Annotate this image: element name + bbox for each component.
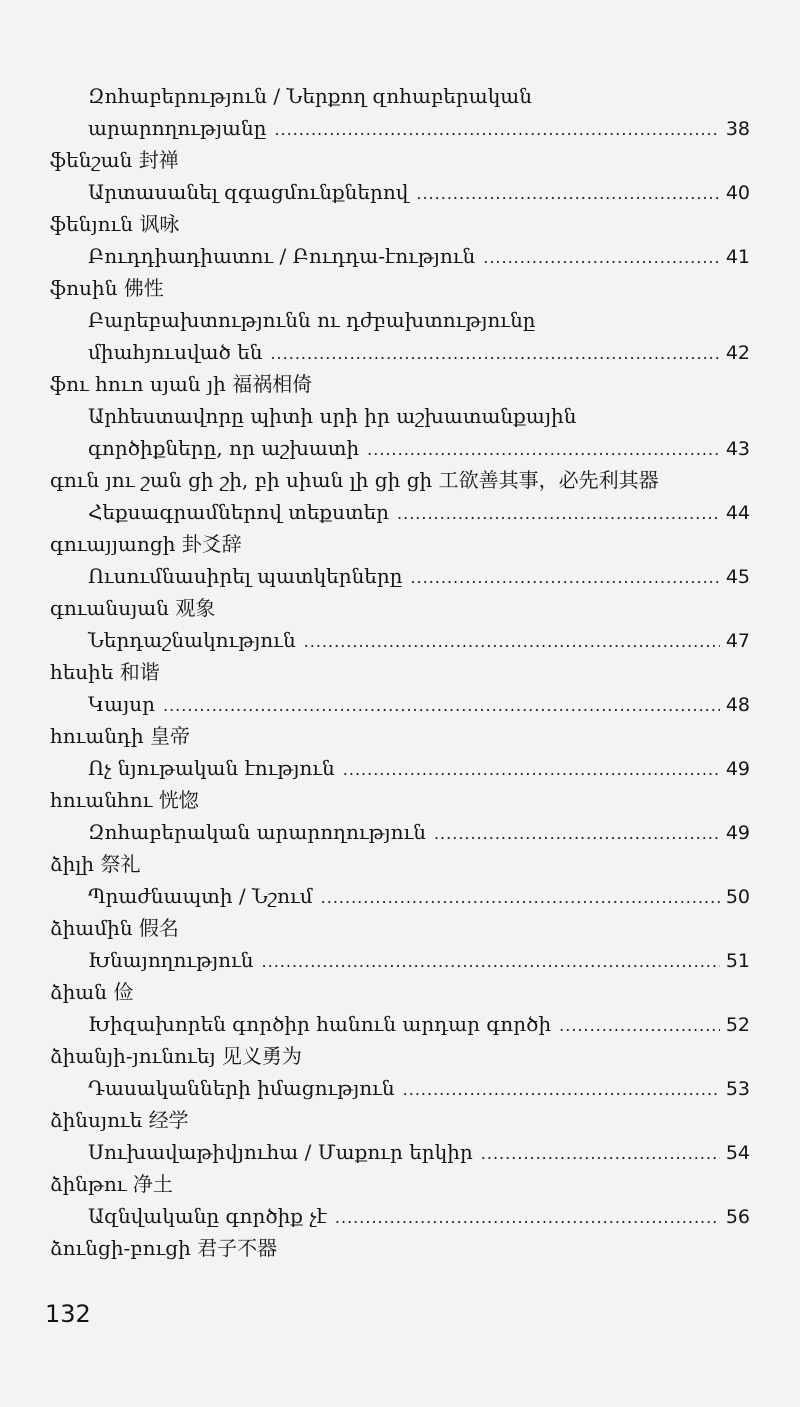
index-page-ref: 42 — [725, 342, 750, 364]
index-entry-text: Խիզախորեն գործիր հանուն արդար գործի — [88, 1012, 552, 1036]
dot-leader — [410, 562, 719, 594]
index-entry-text: Զոհաբերություն / Ներքող զոհաբերական — [88, 84, 532, 108]
index-page-ref: 48 — [725, 694, 750, 716]
index-entry-line — [50, 560, 750, 592]
index-entry-text: Խնայողություն — [88, 948, 254, 972]
index-page-ref: 47 — [725, 630, 750, 652]
index-entry-line — [50, 432, 750, 464]
index-entry-line — [50, 240, 750, 272]
index-entry-text: Բարեբախտությունն ու դժբախտությունը — [88, 308, 536, 332]
index-entry-line — [50, 336, 750, 368]
index-page-ref: 49 — [725, 758, 750, 780]
index-entry-heading: հուանհու 恍惚 — [50, 788, 199, 812]
index-entry-line — [50, 80, 750, 112]
index-entry-heading: գուն յու շան ցի շի, բի սիան լի ցի ցի 工欲善其事，必先利其器 — [50, 468, 659, 492]
index-entry-heading: ձիան 俭 — [50, 980, 134, 1004]
index-entry-text: Բուդդիադիատու / Բուդդա-էություն — [88, 244, 476, 268]
index-entry-text: միահյուսված են — [88, 340, 263, 364]
index-entry-heading: ձիանյի-յունուեյ 见义勇为 — [50, 1044, 302, 1068]
index-entry-heading: ֆենշան 封禅 — [50, 148, 179, 172]
index-entry-line — [50, 1072, 750, 1104]
index-entry-heading: ձինթու 净土 — [50, 1172, 173, 1196]
index-entry-heading: ֆենյուն 讽咏 — [50, 212, 180, 236]
index-page-ref: 56 — [725, 1206, 750, 1228]
dot-leader — [483, 242, 720, 274]
index-page-ref: 44 — [725, 502, 750, 524]
index-entry-heading: գուանսյան 观象 — [50, 596, 216, 620]
dot-leader — [304, 626, 720, 658]
index-entry-heading: ձիամին 假名 — [50, 916, 179, 940]
dot-leader — [367, 434, 720, 466]
index-entry-text: Արտասանել զգացմունքներով — [88, 180, 409, 204]
index-entry-line — [50, 400, 750, 432]
index-entry-line — [50, 688, 750, 720]
index-entry-heading: ֆոսին 佛性 — [50, 276, 164, 300]
dot-leader — [343, 754, 720, 786]
index-entry-text: արարողությանը — [88, 116, 267, 140]
index-entry-heading: ձինսյուե 经学 — [50, 1108, 189, 1132]
index-entry-heading: հեսիե 和谐 — [50, 660, 160, 684]
index-entry-line — [50, 496, 750, 528]
index-page-ref: 50 — [725, 886, 750, 908]
dot-leader — [270, 338, 719, 370]
index-page-ref: 51 — [725, 950, 750, 972]
dot-leader — [559, 1010, 720, 1042]
index-entry-line — [50, 752, 750, 784]
index-entry-line — [50, 880, 750, 912]
index-page-ref: 38 — [725, 118, 750, 140]
index-list — [50, 80, 750, 1264]
index-entry-line — [50, 112, 750, 144]
dot-leader — [416, 178, 719, 210]
index-entry-line — [50, 944, 750, 976]
page-number: 132 — [45, 1300, 91, 1328]
index-entry-line — [50, 624, 750, 656]
dot-leader — [434, 818, 720, 850]
index-entry-line — [50, 1008, 750, 1040]
index-entry-text: Պրաժնապտի / Նշում — [88, 884, 313, 908]
index-entry-line — [50, 176, 750, 208]
index-entry-text: Հեքսագրամներով տեքստեր — [88, 500, 390, 524]
index-entry-text: Կայսր — [88, 692, 155, 716]
index-page-ref: 52 — [725, 1014, 750, 1036]
index-page-ref: 41 — [725, 246, 750, 268]
index-page-ref: 53 — [725, 1078, 750, 1100]
index-entry-text: Ուսումնասիրել պատկերները — [88, 564, 403, 588]
index-entry-line — [50, 1200, 750, 1232]
index-page-ref: 45 — [725, 566, 750, 588]
index-entry-text: Զոհաբերական արարողություն — [88, 820, 426, 844]
index-entry-text: Ներդաշնակություն — [88, 628, 296, 652]
index-entry-text: Արհեստավորը պիտի սրի իր աշխատանքային — [88, 404, 577, 428]
index-entry-heading: ձունցի-բուցի 君子不器 — [50, 1236, 278, 1260]
index-entry-line — [50, 304, 750, 336]
dot-leader — [335, 1202, 720, 1234]
dot-leader — [262, 946, 720, 978]
index-entry-text: Սուխավաթիվյուհա / Մաքուր երկիր — [88, 1140, 473, 1164]
index-entry-heading: հուանդի 皇帝 — [50, 724, 191, 748]
index-entry-heading: ֆու հուո սյան յի 福祸相倚 — [50, 372, 313, 396]
dot-leader — [481, 1138, 720, 1170]
index-page-ref: 49 — [725, 822, 750, 844]
index-entry-text: Ազնվականը գործիք չէ — [88, 1204, 327, 1228]
index-entry-text: Ոչ նյութական էություն — [88, 756, 335, 780]
index-entry-heading: ձիլի 祭礼 — [50, 852, 141, 876]
index-entry-line — [50, 1136, 750, 1168]
dot-leader — [274, 114, 719, 146]
index-entry-heading: գուայյաոցի 卦爻辞 — [50, 532, 242, 556]
dot-leader — [397, 498, 720, 530]
index-entry-line — [50, 816, 750, 848]
index-page-ref: 43 — [725, 438, 750, 460]
index-entry-text: Դասականների իմացություն — [88, 1076, 395, 1100]
index-page-ref: 40 — [725, 182, 750, 204]
dot-leader — [321, 882, 720, 914]
index-page-ref: 54 — [725, 1142, 750, 1164]
dot-leader — [403, 1074, 720, 1106]
dot-leader — [163, 690, 720, 722]
index-entry-text: գործիքները, որ աշխատի — [88, 436, 360, 460]
